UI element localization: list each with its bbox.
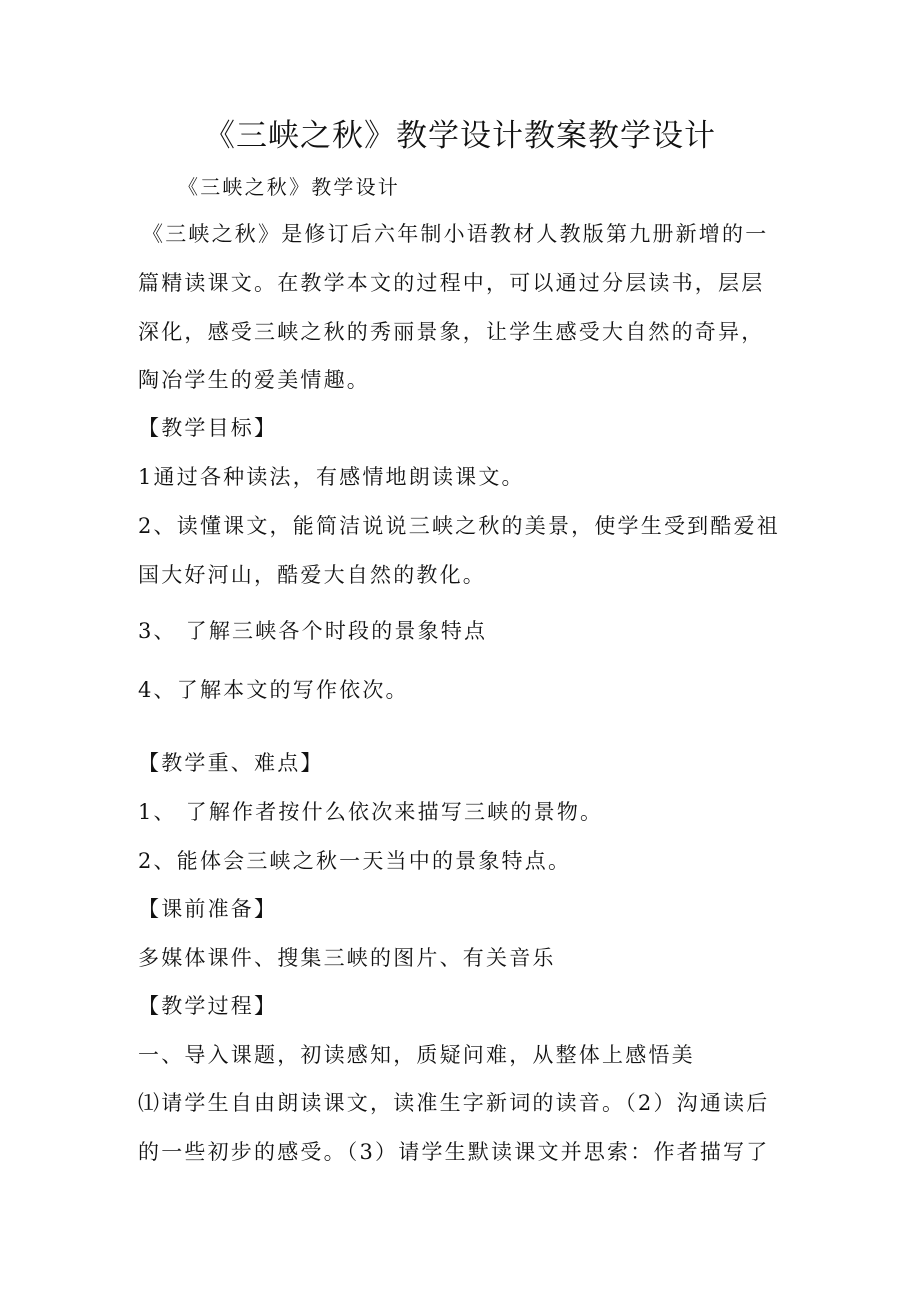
intro-line: 深化，感受三峡之秋的秀丽景象，让学生感受大自然的奇异， [138, 320, 765, 344]
document-title: 《三峡之秋》教学设计教案教学设计 [204, 118, 716, 154]
process-line: ⑴请学生自由朗读课文，读准生字新词的读音。（2）沟通读后 [138, 1091, 770, 1115]
intro-line: 《三峡之秋》是修订后六年制小语教材人教版第九册新增的一 [142, 222, 769, 246]
process-step-title: 一、导入课题，初读感知，质疑问难，从整体上感悟美 [138, 1043, 695, 1067]
goal-item: 2、读懂课文，能简洁说说三峡之秋的美景，使学生受到酷爱祖 [138, 514, 780, 538]
goal-item: 4、了解本文的写作依次。 [138, 678, 409, 702]
preparation-text: 多媒体课件、搜集三峡的图片、有关音乐 [138, 946, 556, 970]
intro-line: 陶冶学生的爱美情趣。 [138, 368, 370, 392]
keypoints-heading: 【教学重、难点】 [138, 751, 324, 775]
goal-item: 1通过各种读法，有感情地朗读课文。 [138, 465, 525, 489]
process-line: 的一些初步的感受。（3）请学生默读课文并思索：作者描写了 [138, 1140, 770, 1164]
goal-item: 国大好河山，酷爱大自然的教化。 [138, 563, 486, 587]
goal-item: 3、 了解三峡各个时段的景象特点 [138, 619, 488, 643]
process-heading: 【教学过程】 [138, 994, 278, 1018]
goals-heading: 【教学目标】 [138, 416, 278, 440]
intro-line: 篇精读课文。在教学本文的过程中，可以通过分层读书，层层 [138, 271, 765, 295]
preparation-heading: 【课前准备】 [138, 897, 278, 921]
keypoint-item: 1、 了解作者按什么依次来描写三峡的景物。 [138, 800, 604, 824]
document-subtitle: 《三峡之秋》教学设计 [178, 175, 400, 199]
keypoint-item: 2、能体会三峡之秋一天当中的景象特点。 [138, 849, 572, 873]
